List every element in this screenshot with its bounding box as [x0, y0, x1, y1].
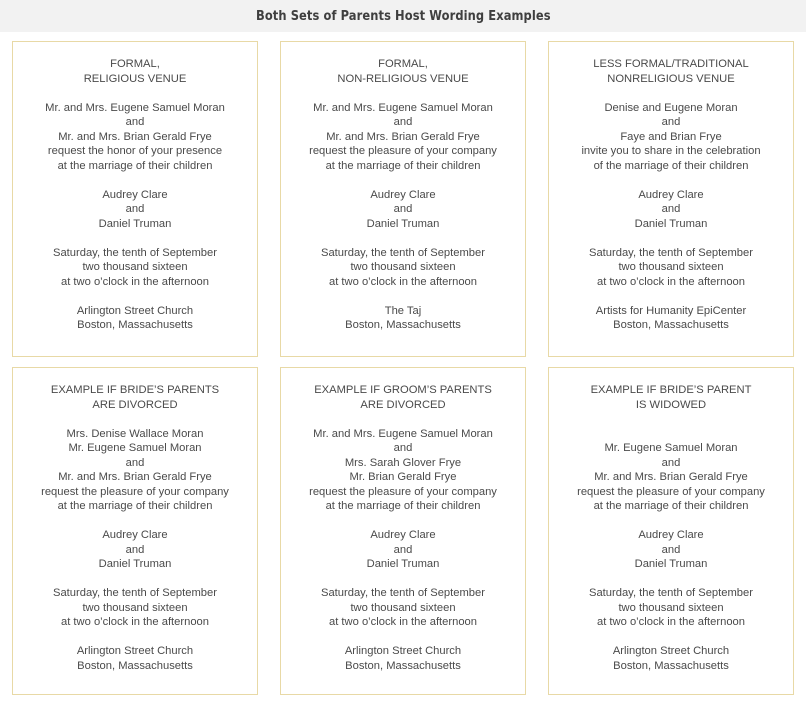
card-text-line: Mr. and Mrs. Brian Gerald Frye	[58, 471, 212, 483]
spacer	[549, 412, 793, 427]
card-text-line: Audrey Clare	[102, 529, 168, 541]
spacer	[13, 173, 257, 188]
spacer	[281, 514, 525, 529]
spacer	[549, 289, 793, 304]
card-text-line: and	[661, 456, 681, 469]
card-text-line: Arlington Street Church	[612, 645, 730, 657]
card-text-line: Arlington Street Church	[76, 304, 194, 317]
spacer	[13, 289, 257, 304]
card-text-line: Boston, Massachusetts	[77, 319, 193, 331]
card-text-line: Daniel Truman	[366, 217, 440, 230]
spacer	[13, 231, 257, 246]
card-text-line: request the honor of your presence	[47, 145, 223, 157]
card-text-line: and	[125, 456, 145, 469]
card-text-line	[549, 427, 793, 442]
card-text-line: Audrey Clare	[370, 188, 436, 201]
card-text-line: Mrs. Sarah Glover Frye	[344, 456, 462, 469]
spacer	[13, 412, 257, 427]
spacer	[549, 86, 793, 101]
card-text-line: and	[125, 543, 145, 556]
card-text-line: The Taj	[384, 304, 422, 317]
card-text-line: Audrey Clare	[638, 188, 704, 201]
card-text-line: Mr. and Mrs. Eugene Samuel Moran	[313, 427, 493, 440]
card-text-line: Artists for Humanity EpiCenter	[595, 304, 747, 317]
card-text-line: Mrs. Denise Wallace Moran	[66, 427, 204, 440]
card-text-line: and	[393, 442, 413, 454]
card-text-line: two thousand sixteen	[82, 601, 188, 614]
card-text-line: request the pleasure of your company	[41, 485, 229, 498]
card-text-line: at two o’clock in the afternoon	[328, 616, 477, 628]
card-text-line: Boston, Massachusetts	[613, 659, 729, 672]
card-text-line: Saturday, the tenth of September	[589, 246, 753, 259]
card-text-line: and	[661, 543, 681, 556]
card-text-line: and	[393, 116, 413, 128]
card-text-line: and	[393, 543, 413, 556]
card-text-line: Arlington Street Church	[76, 645, 194, 657]
spacer	[549, 514, 793, 529]
spacer	[549, 572, 793, 587]
spacer	[281, 572, 525, 587]
card-text-line: Boston, Massachusetts	[345, 319, 461, 331]
card-text-line: Mr. Eugene Samuel Moran	[68, 442, 202, 454]
card-text-line: and	[125, 116, 145, 128]
card-formal-non-religious	[280, 41, 526, 357]
card-text-line: request the pleasure of your company	[309, 485, 497, 498]
card-text-line: two thousand sixteen	[350, 601, 456, 614]
spacer	[13, 630, 257, 645]
card-text-line: Daniel Truman	[634, 558, 708, 570]
card-text-line: at the marriage of their children	[57, 500, 213, 512]
card-text-line: two thousand sixteen	[618, 601, 724, 614]
card-text-line: Mr. Brian Gerald Frye	[349, 471, 457, 483]
card-text-line: Mr. and Mrs. Brian Gerald Frye	[326, 130, 480, 143]
card-text-line: Saturday, the tenth of September	[321, 587, 485, 599]
card-text-line: invite you to share in the celebration	[581, 145, 761, 157]
card-text-line: Faye and Brian Frye	[620, 130, 722, 143]
card-text-line: Audrey Clare	[638, 529, 704, 541]
card-text-line: at the marriage of their children	[57, 159, 213, 172]
spacer	[13, 572, 257, 587]
spacer	[281, 630, 525, 645]
card-text-line: Daniel Truman	[634, 217, 708, 230]
card-text-line: Boston, Massachusetts	[613, 319, 729, 331]
spacer	[281, 231, 525, 246]
card-text-line: Mr. and Mrs. Brian Gerald Frye	[58, 130, 212, 143]
spacer	[281, 412, 525, 427]
card-heading-line: ARE DIVORCED	[360, 398, 446, 411]
card-brides-parents-divorced	[12, 367, 258, 695]
card-text-line: at two o’clock in the afternoon	[60, 616, 209, 628]
card-text-line: Saturday, the tenth of September	[589, 587, 753, 599]
card-text-line: and	[393, 203, 413, 215]
card-heading-line: FORMAL,	[110, 58, 160, 70]
card-text-line: and	[661, 116, 681, 128]
card-text-line: Saturday, the tenth of September	[53, 246, 217, 259]
spacer	[13, 86, 257, 101]
title-bar	[0, 0, 806, 32]
card-text-line: at two o’clock in the afternoon	[328, 275, 477, 288]
card-text-line: Daniel Truman	[366, 558, 440, 570]
spacer	[549, 173, 793, 188]
card-text-line: two thousand sixteen	[82, 261, 188, 273]
card-heading-line: ARE DIVORCED	[92, 398, 178, 411]
card-text-line: two thousand sixteen	[618, 261, 724, 273]
card-text-line: Daniel Truman	[98, 558, 172, 570]
card-heading-line: FORMAL,	[378, 58, 428, 70]
page-title: Both Sets of Parents Host Wording Examples	[255, 8, 551, 24]
card-text-line: Boston, Massachusetts	[345, 659, 461, 672]
card-text-line: and	[661, 203, 681, 215]
card-text-line: Saturday, the tenth of September	[53, 587, 217, 599]
card-text-line: Boston, Massachusetts	[77, 659, 193, 672]
card-heading-line: EXAMPLE IF BRIDE’S PARENTS	[50, 384, 220, 396]
card-text-line: at two o’clock in the afternoon	[60, 275, 209, 288]
card-text-line: Mr. and Mrs. Eugene Samuel Moran	[45, 101, 225, 114]
spacer	[549, 231, 793, 246]
card-text-line: Arlington Street Church	[344, 645, 462, 657]
card-text-line: Mr. and Mrs. Brian Gerald Frye	[594, 471, 748, 483]
spacer	[13, 514, 257, 529]
card-text-line: request the pleasure of your company	[577, 485, 765, 498]
card-text-line: request the pleasure of your company	[309, 145, 497, 157]
card-text-line: at the marriage of their children	[325, 500, 481, 512]
card-heading-line: LESS FORMAL/TRADITIONAL	[593, 58, 749, 70]
card-text-line: Audrey Clare	[370, 529, 436, 541]
card-text-line: Mr. Eugene Samuel Moran	[604, 442, 738, 454]
card-heading-line: IS WIDOWED	[635, 398, 707, 411]
card-less-formal	[548, 41, 794, 357]
card-text-line: and	[125, 203, 145, 215]
card-text-line: Denise and Eugene Moran	[604, 101, 738, 114]
card-text-line: of the marriage of their children	[593, 159, 749, 172]
card-heading-line: RELIGIOUS VENUE	[83, 72, 187, 85]
spacer	[281, 86, 525, 101]
card-grooms-parents-divorced	[280, 367, 526, 695]
card-text-line: at the marriage of their children	[325, 159, 481, 172]
card-heading-line: NON-RELIGIOUS VENUE	[337, 72, 469, 85]
card-text-line: at two o’clock in the afternoon	[596, 275, 745, 288]
card-text-line: Daniel Truman	[98, 217, 172, 230]
card-heading-line: EXAMPLE IF GROOM’S PARENTS	[314, 384, 492, 396]
card-text-line: at the marriage of their children	[593, 500, 749, 512]
spacer	[281, 289, 525, 304]
spacer	[549, 630, 793, 645]
spacer	[281, 173, 525, 188]
card-heading-line: EXAMPLE IF BRIDE’S PARENT	[590, 384, 752, 396]
card-text-line: Saturday, the tenth of September	[321, 246, 485, 259]
card-heading-line: NONRELIGIOUS VENUE	[607, 72, 735, 85]
card-formal-religious	[12, 41, 258, 357]
card-brides-parent-widowed	[548, 367, 794, 695]
card-text-line: Audrey Clare	[102, 188, 168, 201]
card-text-line: Mr. and Mrs. Eugene Samuel Moran	[313, 101, 493, 114]
card-text-line: two thousand sixteen	[350, 261, 456, 273]
card-text-line: at two o’clock in the afternoon	[596, 616, 745, 628]
